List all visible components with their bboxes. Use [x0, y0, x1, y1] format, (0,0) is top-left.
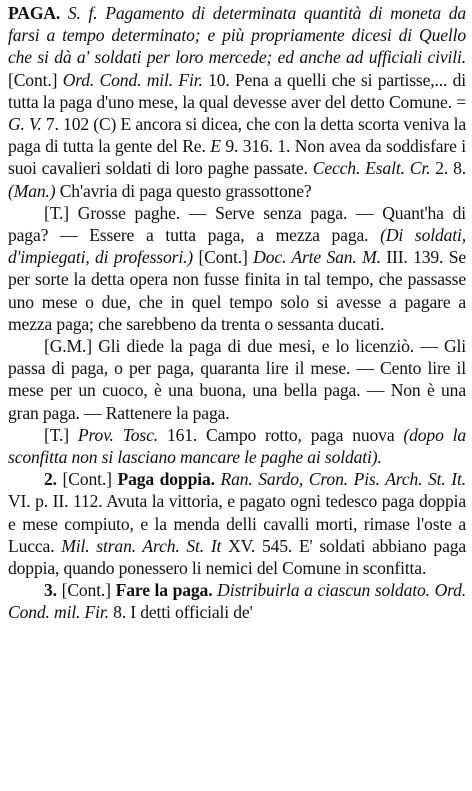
usage-paragraph — [8, 335, 466, 424]
sense-paragraph — [8, 579, 466, 623]
sense-number: 2. — [44, 469, 57, 490]
citation-source: Ord. Cond. mil. Fir. — [62, 69, 203, 90]
sense-definition: Distribuirla a ciascun soldato. — [217, 580, 430, 601]
citation-text: Se per sorte la detta opera non fusse finita in tal tempo, che passasse uno mese o due, che in quel tempo solo si avesse a pagare a mezza paga; che sarebbeno da trenta o sessanta ducati. — [8, 247, 467, 334]
citation-text: 10. Pena a quelli che si partisse,... di tutta la paga d'uno mese, la qual devesse aver del detto Comune. = — [8, 69, 467, 112]
citation-source: Mil. stran. Arch. St. It — [61, 535, 222, 556]
proverb-paragraph — [8, 424, 466, 468]
citation-text: 8. I detti officiali de' — [113, 602, 253, 623]
sense-lemma: Paga doppia. — [117, 469, 215, 490]
definition: Pagamento di determinata quantità di moneta da farsi a tempo determinato; e più propriamente dicesi di Quello che si dà a' soldati per loro mercede; ed anche ad ufficiali civili. — [8, 3, 467, 68]
citation-reference: III. 139. — [386, 247, 444, 268]
citation-text: E ancora si dicea, che con la detta scorta veniva la paga di tutta la gente del Re. — [8, 114, 466, 157]
citation-reference: 2. 8. — [435, 158, 466, 179]
usage-examples: Grosse paghe. — Serve senza paga. — Quant'ha di paga? — Essere a tutta paga, a mezza paga. — [8, 202, 467, 246]
usage-paragraph — [8, 202, 466, 335]
citation-reference: XV. 545. — [228, 535, 293, 556]
source-tag: [T.] — [44, 424, 69, 445]
citation-source: Ran. Sardo, Cron. Pis. Arch. St. It. — [220, 469, 467, 490]
source-tag: [Cont.] — [62, 469, 112, 490]
source-tag: [Cont.] — [8, 69, 58, 90]
entry-paragraph — [8, 2, 466, 202]
sense-lemma: Fare la paga. — [115, 580, 213, 601]
citation-tag: (Man.) — [8, 180, 56, 201]
citation-source: Cecch. Esalt. Cr. — [312, 158, 431, 179]
citation-text: Avuta la vittoria, e pagato ogni tedesco paga doppia e mese compiuto, e la menda delli cavalli morti, rimase l'oste a Lucca. — [8, 491, 467, 556]
sense-paragraph — [8, 468, 466, 579]
citation-reference: 7. 102 (C) — [45, 114, 117, 135]
citation-source: Ord. Cond. mil. Fir. — [8, 580, 467, 623]
gloss: (dopo la sconfitta non si lasciano mancare le paghe ai soldati). — [8, 424, 467, 468]
source-tag: [T.] — [44, 202, 69, 223]
source-tag: [Cont.] — [61, 580, 111, 601]
gloss: (Di soldati, d'impiegati, di professori.) — [8, 225, 467, 268]
headword: PAGA. — [8, 3, 61, 23]
usage-examples: Gli diede la paga di due mesi, e lo licenziò. — Gli passa di paga, o per paga, quaranta lire il mese. — Cento lire il mese per un cuoco, è una buona, una bella paga. — Non è una gran paga. — Rattenere la paga. — [8, 336, 466, 423]
source-tag: [G.M.] — [44, 336, 92, 357]
citation-text: 9. 316. 1. Non avea da soddisfare i suoi cavalieri soldati di loro paghe passate. — [8, 136, 467, 179]
citation-source: Prov. Tosc. — [77, 424, 158, 445]
citation-reference: VI. p. II. 112. — [8, 491, 103, 512]
citation-source: Doc. Arte San. M. — [253, 247, 381, 268]
citation-text: Ch'avria di paga questo grassottone? — [59, 180, 312, 201]
citation-source: G. V. — [8, 114, 42, 135]
grammatical-gender: S. f. — [67, 3, 98, 23]
citation-text: E' soldati abbiano paga doppia, quando ponessero li nemici del Comune in sconfitta. — [8, 535, 467, 579]
sense-number: 3. — [44, 580, 57, 601]
citation-text: 161. Campo rotto, paga nuova — [166, 424, 395, 445]
citation-source: E — [210, 136, 221, 157]
source-tag: [Cont.] — [198, 247, 248, 268]
